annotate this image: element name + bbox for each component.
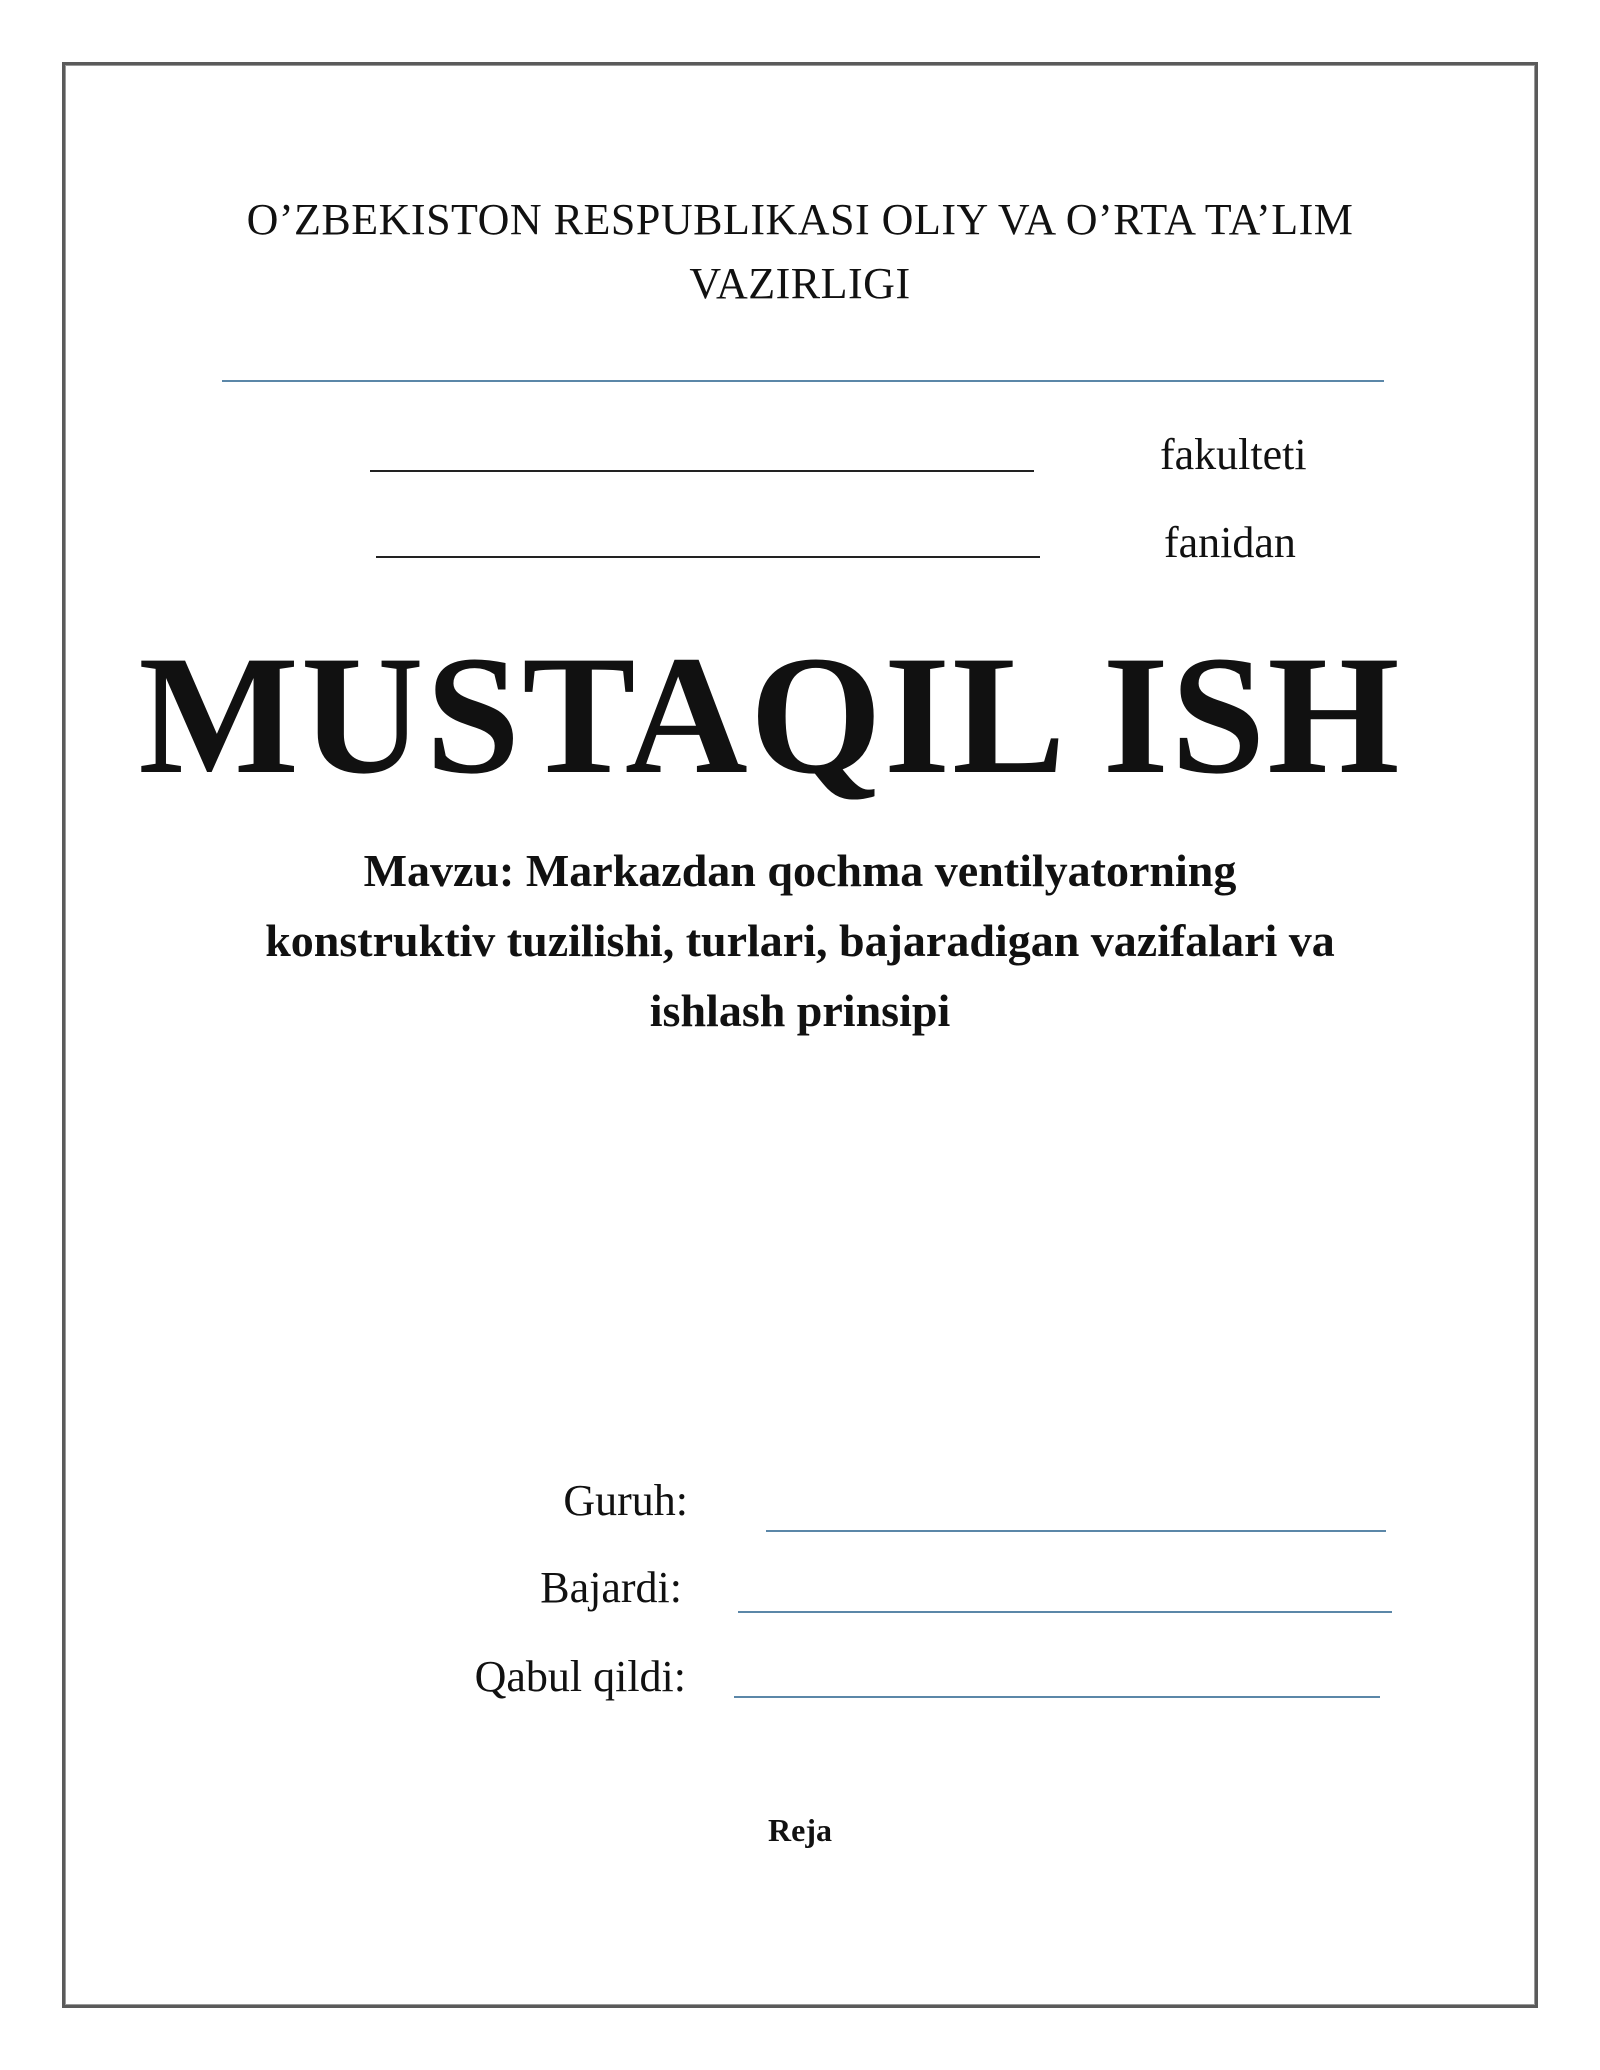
group-blank-line xyxy=(766,1530,1386,1532)
document-title: MUSTAQIL ISH xyxy=(138,621,1402,809)
subject-label: fanidan xyxy=(1164,518,1296,567)
topic-line-3: ishlash prinsipi xyxy=(649,985,951,1036)
performed-by-label: Bajardi: xyxy=(540,1563,682,1612)
topic-line-1: Mavzu: Markazdan qochma ventilyatorning xyxy=(363,845,1237,896)
ministry-line-2: VAZIRLIGI xyxy=(689,259,911,308)
topic-block xyxy=(150,836,1450,1046)
faculty-label: fakulteti xyxy=(1160,430,1307,479)
faculty-blank-line xyxy=(370,470,1034,472)
group-label: Guruh: xyxy=(563,1476,688,1525)
university-name-blank-line xyxy=(222,380,1384,382)
accepted-by-blank-line xyxy=(734,1696,1380,1698)
ministry-heading xyxy=(160,188,1440,316)
subject-blank-line xyxy=(376,556,1040,558)
performed-by-blank-line xyxy=(738,1611,1392,1613)
ministry-line-1: O’ZBEKISTON RESPUBLIKASI OLIY VA O’RTA TA’LIM xyxy=(246,195,1354,244)
plan-heading: Reja xyxy=(768,1812,832,1848)
accepted-by-label: Qabul qildi: xyxy=(474,1652,686,1701)
topic-line-2: konstruktiv tuzilishi, turlari, bajaradigan vazifalari va xyxy=(265,915,1335,966)
